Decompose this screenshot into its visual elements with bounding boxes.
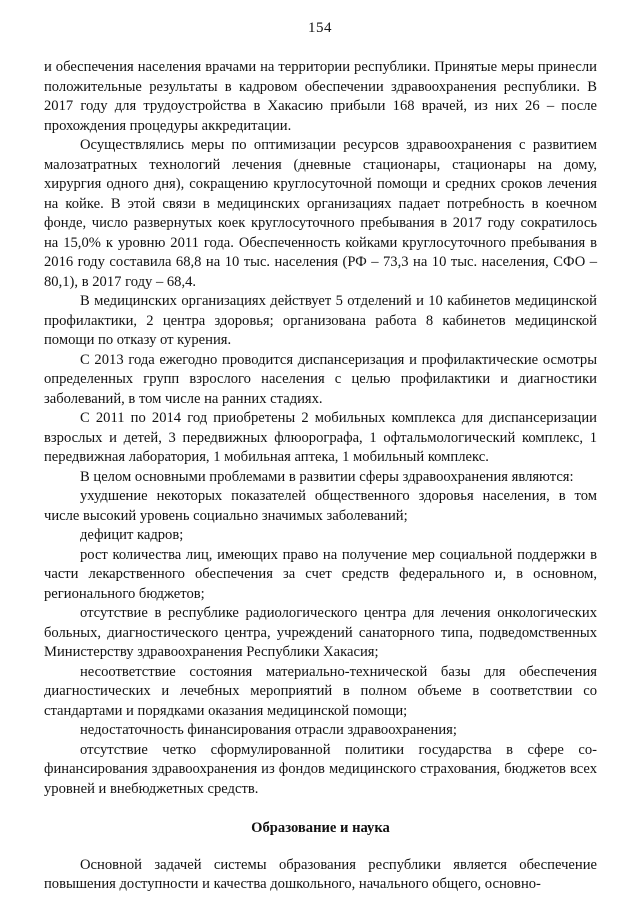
body-text	[44, 58, 597, 895]
paragraph: Осуществлялись меры по оптимизации ресурсов здравоохранения с развитием малозатратных технологий лечения (дневные стационары, стационары на дому, хирургия одного дня), сокращению круглосуточной помощи и средних сроков лечения на койке. В этой связи в медицинских организациях падает потребность в коечном фонде, число развернутых коек круглосуточного пребывания в 2017 году сократилось на 15,0% к уровню 2011 года. Обеспеченность койками круглосуточного пребывания в 2016 году составила 68,8 на 10 тыс. населения (РФ – 73,3 на 10 тыс. населения, СФО – 80,1), в 2017 году – 68,4.	[44, 137, 597, 290]
section-health-text	[44, 58, 597, 799]
paragraph: В целом основными проблемами в развитии сферы здравоохранения являются:	[80, 468, 574, 485]
section-heading: Образование и наука	[251, 820, 390, 836]
list-paragraph: отсутствие в республике радиологического центра для лечения онкологических больных, диагностического центра, учреждений санаторного типа, подведомственных Министерству здравоохранения Республики Хакасия;	[44, 605, 597, 660]
list-paragraph: рост количества лиц, имеющих право на получение мер социальной поддержки в части лекарственного обеспечения за счет средств федерального и, в основном, регионального бюджетов;	[44, 546, 597, 602]
paragraph: С 2013 года ежегодно проводится диспансеризация и профилактические осмотры определенных групп взрослого населения с целью профилактики и диагностики заболеваний, в том числе на ранних стадиях.	[44, 351, 597, 407]
section-education-text	[44, 856, 597, 895]
list-paragraph: отсутствие четко сформулированной политики государства в сфере софинансирования здравоохранения из фондов медицинского страхования, бюджетов всех уровней и внебюджетных средств.	[44, 741, 597, 797]
page-number: 154	[308, 20, 332, 36]
list-paragraph: ухудшение некоторых показателей общественного здоровья населения, в том числе высокий уровень социально значимых заболеваний;	[44, 488, 597, 524]
list-paragraph: дефицит кадров;	[80, 527, 184, 543]
paragraph: и обеспечения населения врачами на территории республики. Принятые меры принесли положительные результаты в кадровом обеспечении здравоохранения республики. В 2017 году для трудоустройства в Хакасию прибыли 168 врачей, из них 26 – после прохождения процедуры аккредитации.	[44, 59, 597, 134]
paragraph: В медицинских организациях действует 5 отделений и 10 кабинетов медицинской профилактики, 2 центра здоровья; организована работа 8 кабинетов медицинской помощи по отказу от курения.	[44, 293, 597, 348]
list-paragraph: недостаточность финансирования отрасли здравоохранения;	[80, 722, 457, 738]
paragraph: С 2011 по 2014 год приобретены 2 мобильных комплекса для диспансеризации взрослых и детей, 3 передвижных флюорографа, 1 офтальмологический комплекс, 1 передвижная лаборатория, 1 мобильная аптека, 1 мобильный комплекс.	[44, 410, 597, 465]
paragraph: Основной задачей системы образования республики является обеспечение повышения доступности и качества дошкольного, начального общего, основно-	[44, 856, 597, 892]
list-paragraph: несоответствие состояния материально-технической базы для обеспечения диагностических и лечебных мероприятий в полном объеме в соответствии со стандартами и порядками оказания медицинской помощи;	[44, 663, 597, 719]
